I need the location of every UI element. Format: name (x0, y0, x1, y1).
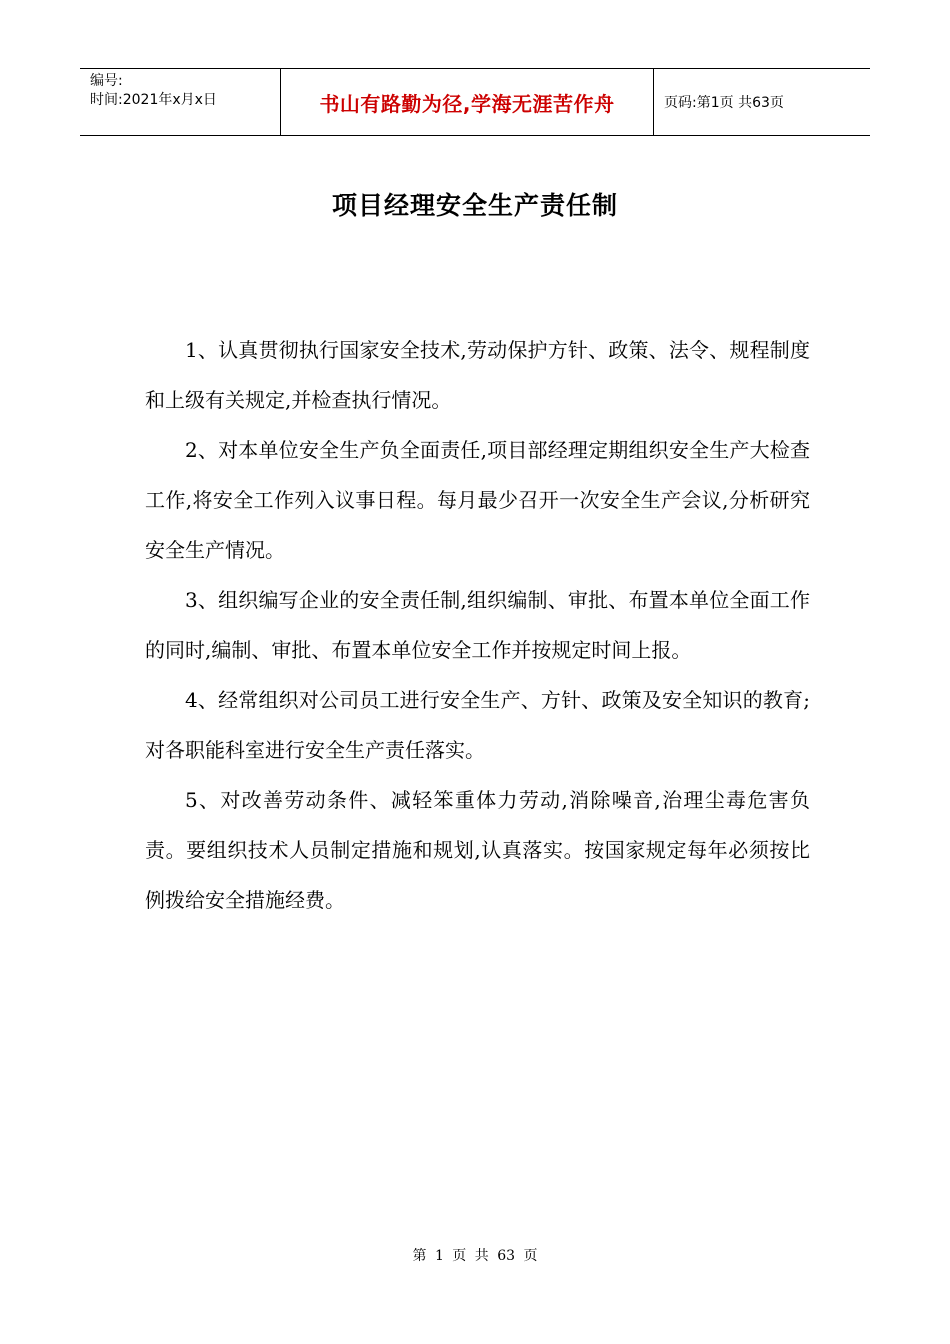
header-meta-cell (80, 69, 281, 135)
paragraph-3: 3、组织编写企业的安全责任制,组织编制、审批、布置本单位全面工作的同时,编制、审批、布置本单位安全工作并按规定时间上报。 (145, 588, 810, 662)
date-label: 时间:2021年x月x日 (90, 92, 217, 108)
document-header (80, 68, 870, 136)
paragraph-4: 4、经常组织对公司员工进行安全生产、方针、政策及安全知识的教育;对各职能科室进行安全生产责任落实。 (145, 688, 810, 762)
document-body (145, 325, 810, 925)
page-footer: 第 1 页 共 63 页 (412, 1248, 538, 1264)
motto-text: 书山有路勤为径,学海无涯苦作舟 (319, 91, 615, 116)
page-info-label: 页码:第1页 共63页 (664, 95, 784, 111)
serial-number-label: 编号: (90, 73, 123, 89)
header-motto-cell (281, 69, 654, 135)
header-page-cell (654, 69, 870, 135)
paragraph-1: 1、认真贯彻执行国家安全技术,劳动保护方针、政策、法令、规程制度和上级有关规定,并检查执行情况。 (145, 338, 810, 412)
document-title: 项目经理安全生产责任制 (331, 191, 618, 220)
paragraph-2: 2、对本单位安全生产负全面责任,项目部经理定期组织安全生产大检查工作,将安全工作列入议事日程。每月最少召开一次安全生产会议,分析研究安全生产情况。 (145, 438, 810, 562)
paragraph-5: 5、对改善劳动条件、减轻笨重体力劳动,消除噪音,治理尘毒危害负责。要组织技术人员制定措施和规划,认真落实。按国家规定每年必须按比例拨给安全措施经费。 (145, 788, 810, 912)
